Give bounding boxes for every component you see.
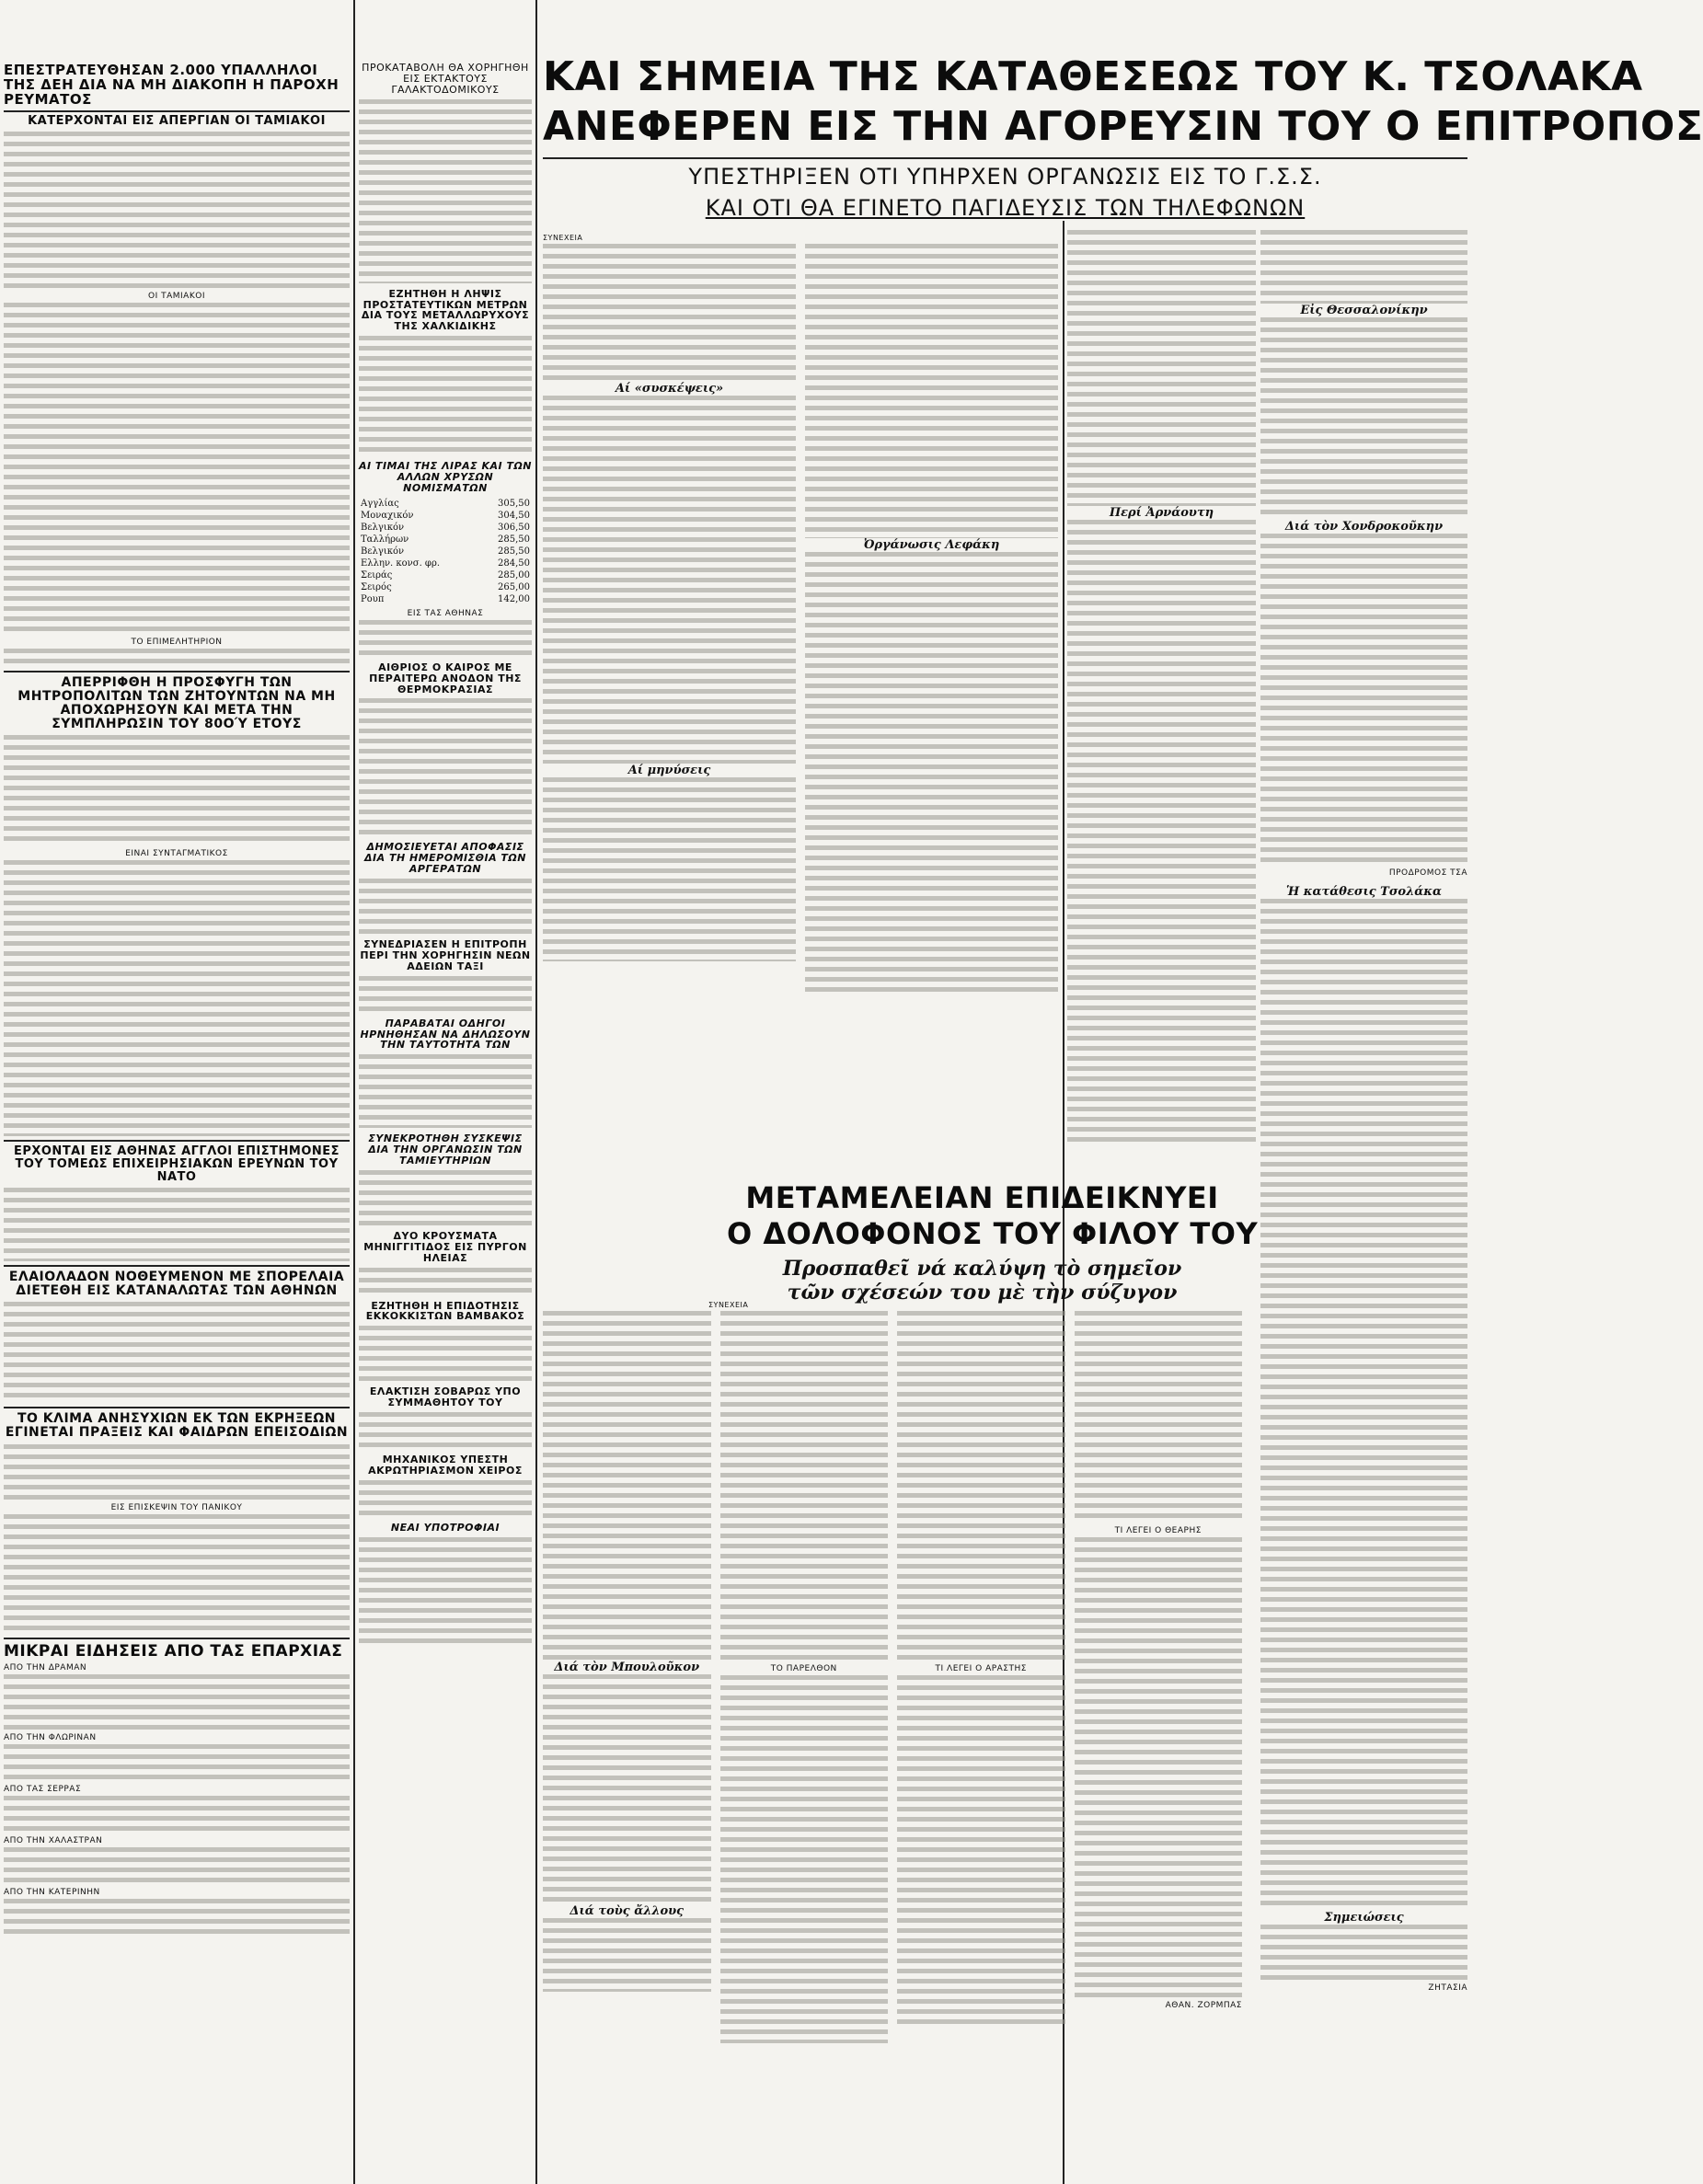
left-h6-body2: [4, 1744, 350, 1781]
second-h1-body: [359, 99, 532, 283]
center-byline: ΣΥΝΕΧΕΙΑ: [543, 234, 583, 242]
second-h3-foot: ΕΙΣ ΤΑΣ ΑΘΗΝΑΣ: [407, 608, 484, 618]
price-row: [359, 593, 532, 605]
left-h5-body2: [4, 1514, 350, 1634]
right-b-body3: [1260, 534, 1467, 865]
center-lower-col2-b: [720, 1675, 889, 2043]
right-sub5: Σημειώσεις: [1324, 1911, 1404, 1925]
story2-byline: ΣΥΝΕΧΕΙΑ: [708, 1301, 749, 1309]
signature-2: ΑΘΑΝ. ΖΟΡΜΠΑΣ: [1165, 2001, 1242, 2010]
signature-3: ΖΗΤΑΣΙΑ: [1428, 1983, 1467, 1993]
price-value: 285,00: [498, 569, 530, 580]
right-b-body: [1260, 230, 1467, 304]
left-h5-body: [4, 1444, 350, 1500]
center-subhead-0: Αί «συσκέψεις»: [615, 382, 724, 396]
left-h6-body5: [4, 1899, 350, 1936]
left-h6: ΜΙΚΡΑΙ ΕΙΔΗΣΕΙΣ ΑΠΟ ΤΑΣ ΕΠΑΡΧΙΑΣ: [4, 1641, 343, 1661]
center-col1-body2: [543, 396, 796, 764]
center-lower-col4: [1075, 1311, 1243, 1523]
right-a-body2: [1067, 520, 1256, 1145]
left-h6-item-4: ΑΠΟ ΤΗΝ ΚΑΤΕΡΙΝΗΝ: [4, 1887, 100, 1897]
story2-sub1: Προσπαθεῖ νά καλύψη τὸ σημεῖον: [782, 1257, 1182, 1282]
left-h1-rule: [4, 110, 350, 112]
left-h4-body: [4, 1302, 350, 1403]
price-row: [359, 557, 532, 569]
center-lower-col2: [720, 1311, 889, 1661]
right-b-body5: [1260, 1925, 1467, 1980]
left-h5-rule: [4, 1407, 350, 1408]
right-column-a: [1067, 230, 1256, 1168]
center-subhead-5: Διά τοὺς ἄλλους: [570, 1904, 685, 1918]
center-lower-col1-b: [543, 1674, 711, 1904]
left-column: [4, 63, 350, 2178]
left-h3: ΕΡΧΟΝΤΑΙ ΕΙΣ ΑΘΗΝΑΣ ΑΓΓΛΟΙ ΕΠΙΣΤΗΜΟΝΕΣ ΤΟΥ ΤΟΜΕΩΣ ΕΠΙΧΕΙΡΗΣΙΑΚΩΝ ΕΡΕΥΝΩΝ ΤΟΥ ΝΑΤΟ: [13, 1144, 340, 1185]
center-lower-col3-b: [897, 1675, 1065, 2025]
price-coin-name: Ελλην. κονσ. φρ.: [361, 557, 440, 569]
center-col1-body: [543, 244, 796, 382]
second-h11: ΕΛΑΚΤΙΣΗ ΣΟΒΑΡΩΣ ΥΠΟ ΣΥΜΜΑΘΗΤΟΥ ΤΟΥ: [369, 1385, 522, 1409]
price-value: 285,50: [498, 546, 530, 557]
center-subhead-2: Αί μηνύσεις: [627, 764, 711, 777]
second-column: [359, 63, 532, 2178]
right-sub2: Εἰς Θεσσαλονίκην: [1300, 304, 1428, 317]
story2-h2: Ο ΔΟΛΟΦΟΝΟΣ ΤΟΥ ΦΙΛΟΥ ΤΟΥ: [727, 1215, 1259, 1251]
story2-sub2: τῶν σχέσεών του μὲ τὴν σύζυγον: [787, 1281, 1178, 1305]
second-h5-body: [359, 879, 532, 934]
left-h2-body: [4, 735, 350, 845]
price-row: [359, 498, 532, 510]
price-coin-name: Αγγλίας: [361, 498, 399, 509]
price-value: 142,00: [498, 593, 530, 604]
second-h5: ΔΗΜΟΣΙΕΥΕΤΑΙ ΑΠΟΦΑΣΙΣ ΔΙΑ ΤΗ ΗΜΕΡΟΜΙΣΘΙΑ ΤΩΝ ΑΡΓΕΡΑΤΩΝ: [364, 841, 526, 876]
right-sub3: Διά τὸν Χονδροκοῦκην: [1284, 520, 1444, 534]
left-h1-section: ΟΙ ΤΑΜΙΑΚΟΙ: [148, 291, 205, 301]
second-h6: ΣΥΝΕΔΡΙΑΣΕΝ Η ΕΠΙΤΡΟΠΗ ΠΕΡΙ ΤΗΝ ΧΟΡΗΓΗΣΙΝ ΝΕΩΝ ΑΔΕΙΩΝ ΤΑΞΙ: [360, 938, 531, 972]
left-h6-body4: [4, 1847, 350, 1884]
price-coin-name: Βελγικόν: [361, 546, 405, 557]
left-h6-item-2: ΑΠΟ ΤΑΣ ΣΕΡΡΑΣ: [4, 1784, 82, 1794]
price-row: [359, 581, 532, 593]
left-h6-item-3: ΑΠΟ ΤΗΝ ΧΑΛΑΣΤΡΑΝ: [4, 1835, 103, 1845]
left-h1-body3: [4, 649, 350, 667]
main-headline-sub2: ΚΑΙ ΟΤΙ ΘΑ ΕΓΙΝΕΤΟ ΠΑΓΙΔΕΥΣΙΣ ΤΩΝ ΤΗΛΕΦΩΝΩΝ: [705, 195, 1306, 222]
price-coin-name: Μοναχικόν: [361, 510, 414, 521]
left-h5-section: ΕΙΣ ΕΠΙΣΚΕΨΙΝ ΤΟΥ ΠΑΝΙΚΟΥ: [110, 1502, 243, 1512]
signature-1: ΠΡΟΔΡΟΜΟΣ ΤΣΑ: [1388, 868, 1467, 878]
price-row: [359, 534, 532, 546]
right-sub1: Περί Ἀρνάουτη: [1109, 506, 1214, 520]
gold-price-table: [359, 498, 532, 605]
right-column-b: [1260, 230, 1467, 2180]
left-h1-sub: ΚΑΤΕΡΧΟΝΤΑΙ ΕΙΣ ΑΠΕΡΓΙΑΝ ΟΙ ΤΑΜΙΑΚΟΙ: [28, 113, 326, 128]
center-col2-body: [805, 244, 1058, 538]
second-h13-body: [359, 1537, 532, 1648]
main-headline-line2: ΑΝΕΦΕΡΕΝ ΕΙΣ ΤΗΝ ΑΓΟΡΕΥΣΙΝ ΤΟΥ Ο ΕΠΙΤΡΟΠΟΣ: [543, 102, 1703, 150]
left-h1: ΕΠΕΣΤΡΑΤΕΥΘΗΣΑΝ 2.000 ΥΠΑΛΛΗΛΟΙ ΤΗΣ ΔΕΗ ΔΙΑ ΝΑ ΜΗ ΔΙΑΚΟΠΗ Η ΠΑΡΟΧΗ ΡΕΥΜΑΤΟΣ: [4, 62, 339, 109]
main-headline-rule: [543, 157, 1467, 159]
column-rule-2: [535, 0, 537, 2184]
center-lower-col4-b: [1075, 1537, 1243, 1997]
center-subhead-1: Ὀργάνωσις Λεφάκη: [863, 538, 1000, 552]
left-h2-rule: [4, 671, 350, 672]
center-subhead-3: Διά τὸν Μπουλοῦκον: [554, 1661, 700, 1674]
second-h3: ΑΙ ΤΙΜΑΙ ΤΗΣ ΛΙΡΑΣ ΚΑΙ ΤΩΝ ΑΛΛΩΝ ΧΡΥΣΩΝ ΝΟΜΙΣΜΑΤΩΝ: [359, 460, 533, 494]
center-col2-body2: [805, 552, 1058, 994]
main-headline-line1: ΚΑΙ ΣΗΜΕΙΑ ΤΗΣ ΚΑΤΑΘΕΣΕΩΣ ΤΟΥ Κ. ΤΣΟΛΑΚΑ: [543, 53, 1643, 100]
left-h2-section: ΕΙΝΑΙ ΣΥΝΤΑΓΜΑΤΙΚΟΣ: [125, 849, 228, 859]
left-h2-body2: [4, 860, 350, 1136]
left-h6-item-0: ΑΠΟ ΤΗΝ ΔΡΑΜΑΝ: [4, 1662, 87, 1672]
right-b-body4: [1260, 899, 1467, 1911]
left-h1-body: [4, 132, 350, 288]
price-row: [359, 522, 532, 534]
center-lower: [543, 1297, 1242, 2180]
story2-inner-1: ΤΙ ΛΕΓΕΙ Ο ΑΡΑΣΤΗΣ: [935, 1664, 1027, 1673]
second-h9: ΔΥΟ ΚΡΟΥΣΜΑΤΑ ΜΗΝΙΓΓΙΤΙΔΟΣ ΕΙΣ ΠΥΡΓΟΝ ΗΛΕΙΑΣ: [363, 1229, 527, 1264]
left-h6-body: [4, 1674, 350, 1730]
right-sub4: Ἡ κατάθεσις Τσολάκα: [1286, 885, 1442, 899]
story2-inner-0: ΤΙ ΛΕΓΕΙ Ο ΘΕΑΡΗΣ: [1114, 1526, 1202, 1535]
price-coin-name: Ταλλήρων: [361, 534, 409, 545]
left-h3-body: [4, 1188, 350, 1261]
second-h2: ΕΖΗΤΗΘΗ Η ΛΗΨΙΣ ΠΡΟΣΤΑΤΕΥΤΙΚΩΝ ΜΕΤΡΩΝ ΔΙΑ ΤΟΥΣ ΜΕΤΑΛΛΩΡΥΧΟΥΣ ΤΗΣ ΧΑΛΚΙΔΙΚΗΣ: [361, 287, 530, 333]
second-h6-body: [359, 976, 532, 1013]
second-h4: ΑΙΘΡΙΟΣ Ο ΚΑΙΡΟΣ ΜΕ ΠΕΡΑΙΤΕΡΩ ΑΝΟΔΟΝ ΤΗΣ ΘΕΡΜΟΚΡΑΣΙΑΣ: [369, 661, 522, 695]
center-lower-col1-c: [543, 1918, 711, 1992]
second-h7-body: [359, 1054, 532, 1128]
center-lower-col1: [543, 1311, 711, 1661]
left-h1-foot: ΤΟ ΕΠΙΜΕΛΗΤΗΡΙΟΝ: [131, 637, 223, 647]
second-h9-body: [359, 1268, 532, 1295]
price-row: [359, 546, 532, 557]
second-h10: ΕΖΗΤΗΘΗ Η ΕΠΙΔΟΤΗΣΙΣ ΕΚΚΟΚΚΙΣΤΩΝ ΒΑΜΒΑΚΟΣ: [365, 1299, 525, 1323]
second-h4-body: [359, 698, 532, 836]
price-value: 306,50: [498, 522, 530, 533]
left-h6-body3: [4, 1796, 350, 1833]
second-h11-body: [359, 1412, 532, 1449]
price-row: [359, 510, 532, 522]
second-h8-body: [359, 1170, 532, 1225]
second-h10-body: [359, 1326, 532, 1381]
price-value: 265,00: [498, 581, 530, 592]
price-row: [359, 569, 532, 581]
column-rule-1: [353, 0, 355, 2184]
center-columns: [543, 230, 1058, 1159]
second-h13: ΝΕΑΙ ΥΠΟΤΡΟΦΙΑΙ: [390, 1521, 501, 1534]
left-h3-rule: [4, 1140, 350, 1142]
price-value: 285,50: [498, 534, 530, 545]
second-h1: ΠΡΟΚΑΤΑΒΟΛΗ ΘΑ ΧΟΡΗΓΗΘΗ ΕΙΣ ΕΚΤΑΚΤΟΥΣ ΓΑΛΑΚΤΟΔΟΜΙΚΟΥΣ: [362, 62, 529, 96]
right-b-body2: [1260, 317, 1467, 520]
center-lower-col3: [897, 1311, 1065, 1661]
price-coin-name: Σειράς: [361, 569, 393, 580]
left-h1-body2: [4, 303, 350, 634]
second-h12-body: [359, 1480, 532, 1517]
price-value: 284,50: [498, 557, 530, 569]
left-h6-item-1: ΑΠΟ ΤΗΝ ΦΛΩΡΙΝΑΝ: [4, 1732, 97, 1742]
story2-h1: ΜΕΤΑΜΕΛΕΙΑΝ ΕΠΙΔΕΙΚΝΥΕΙ: [745, 1180, 1219, 1215]
center-col1-body3: [543, 777, 796, 961]
left-h6-rule: [4, 1638, 350, 1639]
price-coin-name: Βελγικόν: [361, 522, 405, 533]
center-subhead-4: ΤΟ ΠΑΡΕΛΘΟΝ: [770, 1664, 837, 1673]
price-coin-name: Ρουπ: [361, 593, 385, 604]
price-coin-name: Σειρός: [361, 581, 392, 592]
price-value: 304,50: [498, 510, 530, 521]
left-h2: ΑΠΕΡΡΙΦΘΗ Η ΠΡΟΣΦΥΓΗ ΤΩΝ ΜΗΤΡΟΠΟΛΙΤΩΝ ΤΩΝ ΖΗΤΟΥΝΤΩΝ ΝΑ ΜΗ ΑΠΟΧΩΡΗΣΟΥΝ ΚΑΙ ΜΕΤΑ ΤΗΝ ΣΥΜΠΛΗΡΩΣΙΝ ΤΟΥ 80ΟΎ ΕΤΟΥΣ: [17, 674, 336, 731]
price-value: 305,50: [498, 498, 530, 509]
main-headline-sub1: ΥΠΕΣΤΗΡΙΞΕΝ ΟΤΙ ΥΠΗΡΧΕΝ ΟΡΓΑΝΩΣΙΣ ΕΙΣ ΤΟ Γ.Σ.Σ.: [688, 164, 1322, 190]
second-h12: ΜΗΧΑΝΙΚΟΣ ΥΠΕΣΤΗ ΑΚΡΩΤΗΡΙΑΣΜΟΝ ΧΕΙΡΟΣ: [368, 1454, 523, 1477]
story2-headline: [727, 1180, 1259, 1305]
second-h3-body: [359, 620, 532, 657]
left-h4-rule: [4, 1265, 350, 1267]
left-h4: ΕΛΑΙΟΛΑΔΟΝ ΝΟΘΕΥΜΕΝΟΝ ΜΕ ΣΠΟΡΕΛΑΙΑ ΔΙΕΤΕΘΗ ΕΙΣ ΚΑΤΑΝΑΛΩΤΑΣ ΤΩΝ ΑΘΗΝΩΝ: [8, 1270, 345, 1299]
second-h8: ΣΥΝΕΚΡΟΤΗΘΗ ΣΥΣΚΕΨΙΣ ΔΙΑ ΤΗΝ ΟΡΓΑΝΩΣΙΝ ΤΩΝ ΤΑΜΙΕΥΤΗΡΙΩΝ: [368, 1132, 523, 1167]
second-h7: ΠΑΡΑΒΑΤΑΙ ΟΔΗΓΟΙ ΗΡΝΗΘΗΣΑΝ ΝΑ ΔΗΛΩΣΟΥΝ ΤΗΝ ΤΑΥΤΟΤΗΤΑ ΤΩΝ: [360, 1017, 531, 1052]
main-headline: [543, 53, 1703, 222]
left-h5: ΤΟ ΚΛΙΜΑ ΑΝΗΣΥΧΙΩΝ ΕΚ ΤΩΝ ΕΚΡΗΞΕΩΝ ΕΓΙΝΕΤΑΙ ΠΡΑΞΕΙΣ ΚΑΙ ΦΑΙΔΡΩΝ ΕΠΕΙΣΟΔΙΩΝ: [5, 1411, 349, 1441]
right-a-body: [1067, 230, 1256, 506]
second-h2-body: [359, 336, 532, 455]
